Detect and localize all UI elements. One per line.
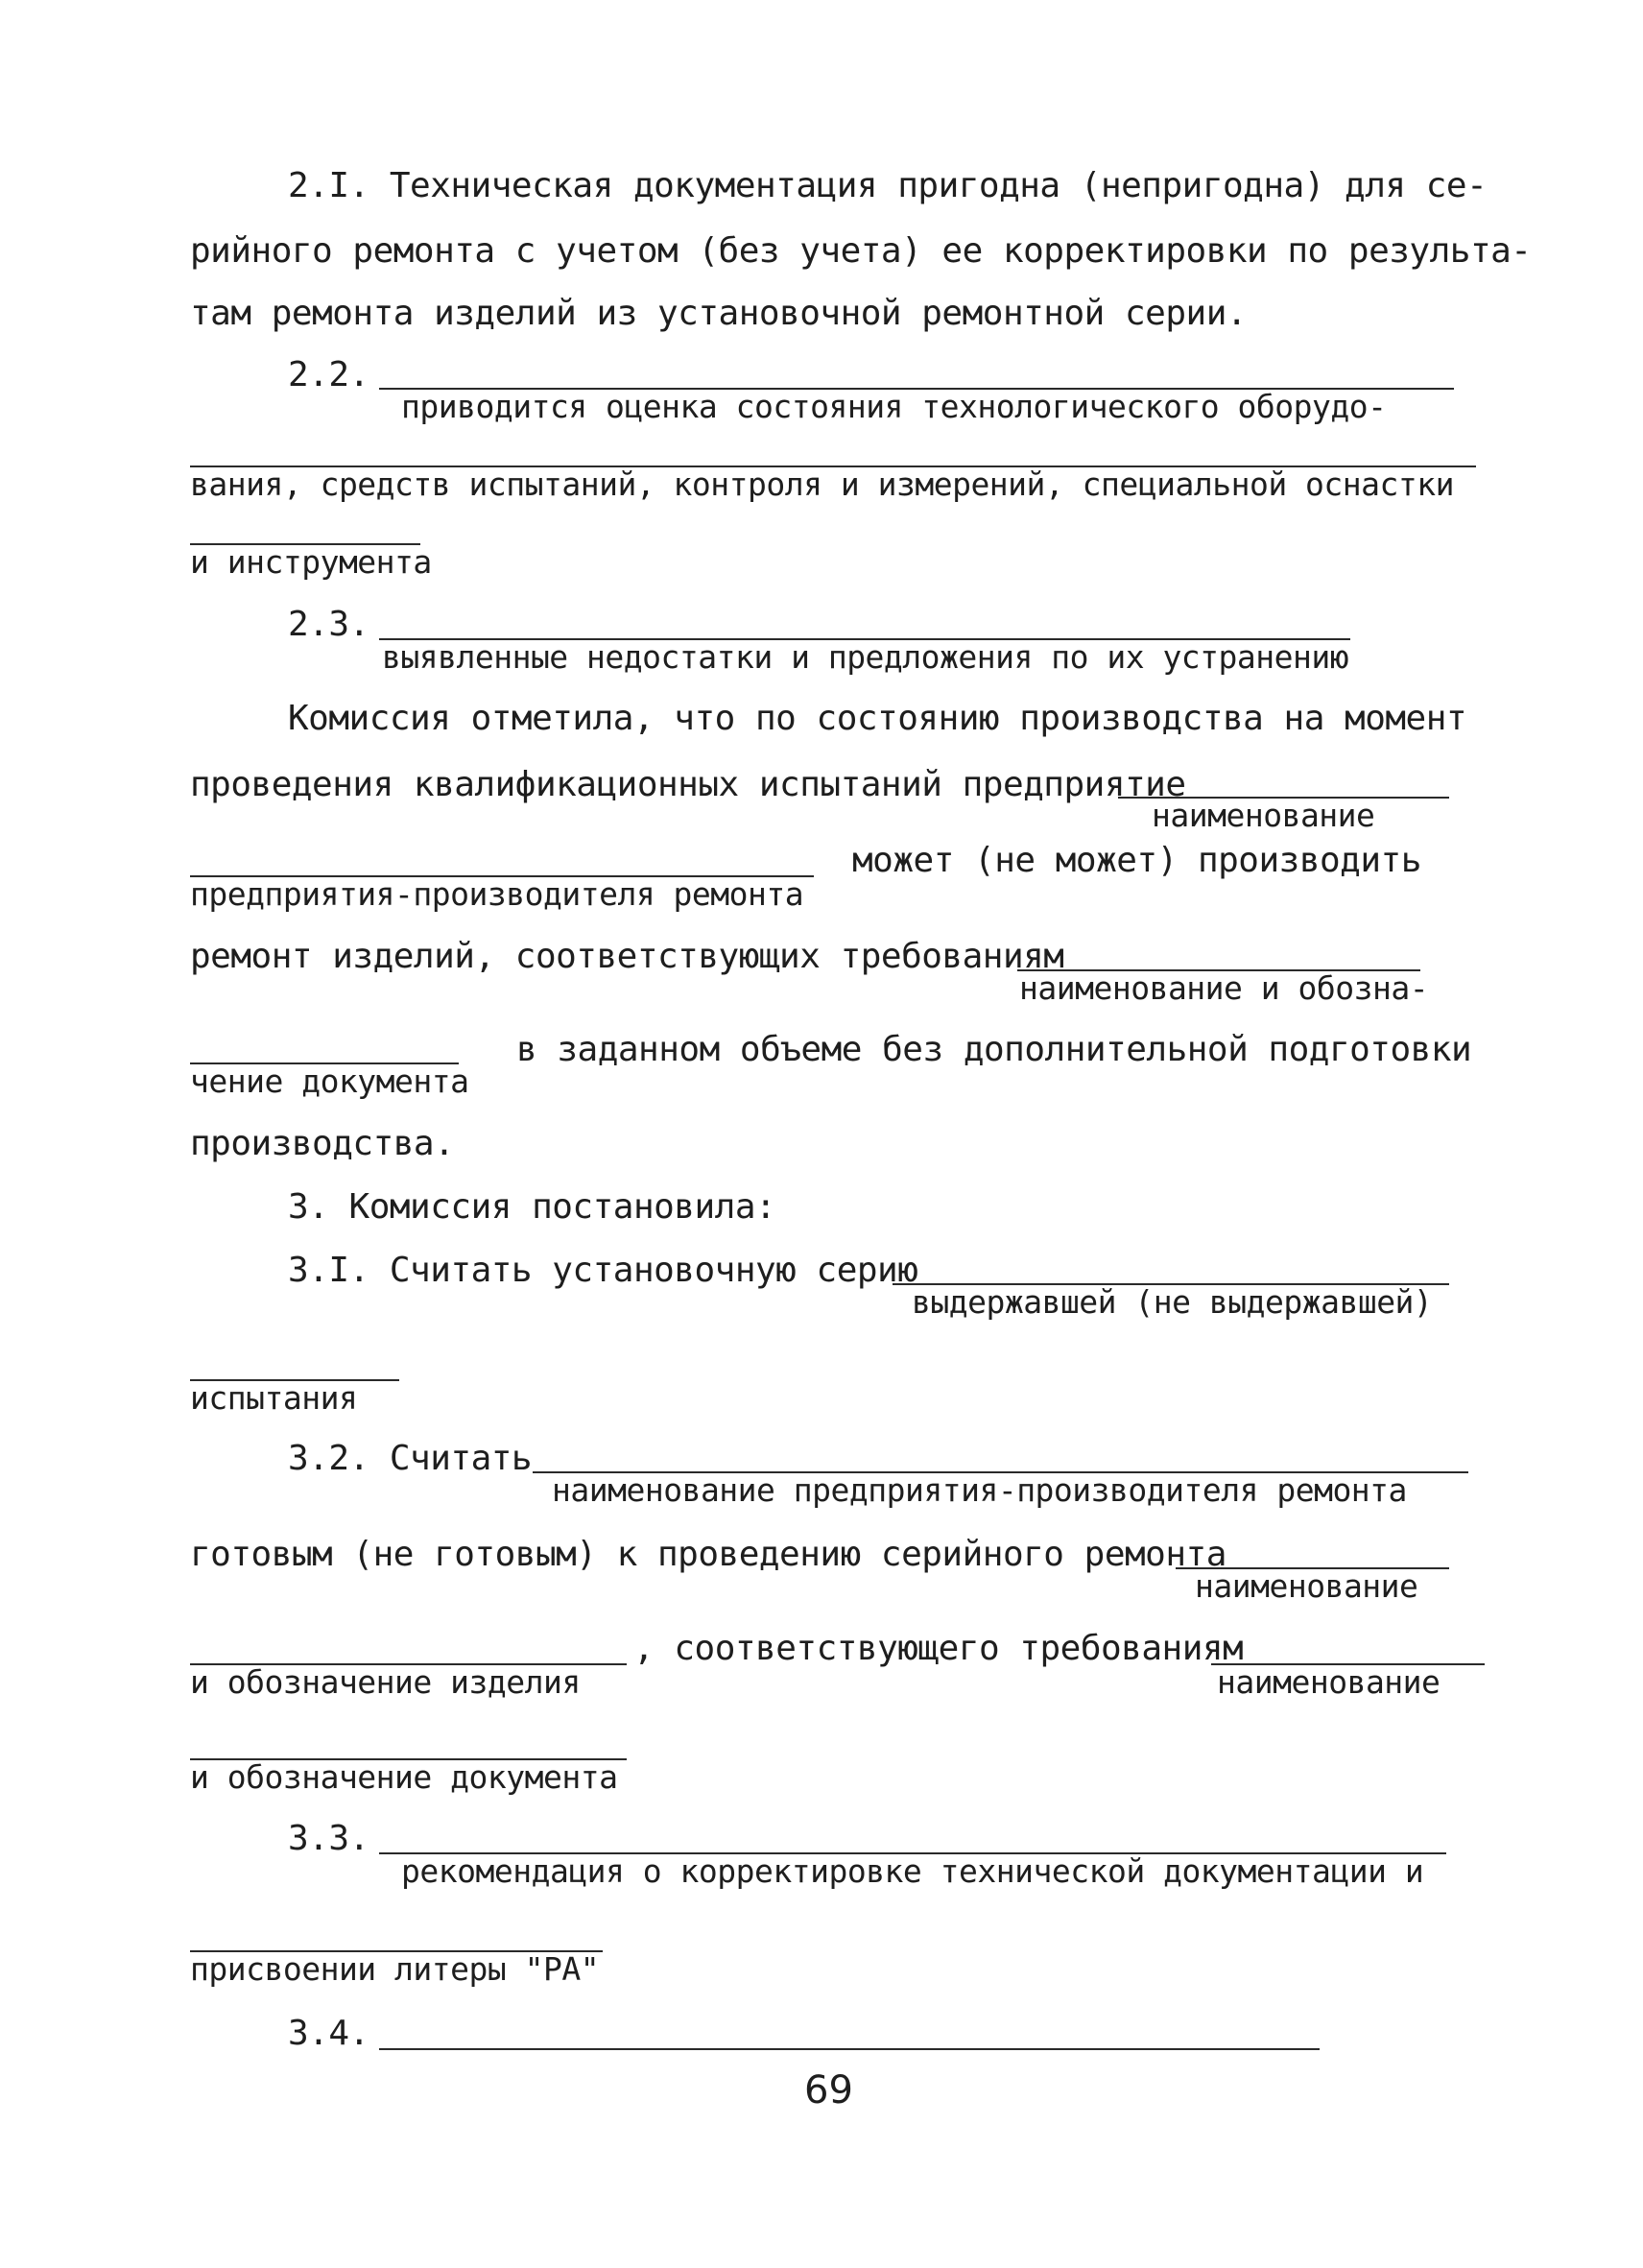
note-scope-text: в заданном объеме без дополнительной подготовки: [516, 1030, 1472, 1069]
p3-2-caption-name: наименование: [1195, 1567, 1418, 1605]
note-line4: ремонт изделий, соответствующих требованиям: [190, 937, 1064, 976]
note-caption-doc2: чение документа: [190, 1062, 469, 1100]
note-caption-name: наименование: [1152, 797, 1375, 834]
p3-4-fill-line: [379, 2048, 1320, 2050]
p3-2-text: 3.2. Считать: [288, 1439, 533, 1478]
p2-2-caption-3: и инструмента: [190, 543, 432, 581]
p2-2-caption-2: вания, средств испытаний, контроля и измерений, специальной оснастки: [190, 466, 1455, 503]
p2-1-line1: 2.I. Техническая документация пригодна (непригодна) для се-: [288, 166, 1488, 205]
note-caption-enterprise: предприятия-производителя ремонта: [190, 875, 804, 913]
p3-3-number: 3.3.: [288, 1819, 369, 1858]
page-number: 69: [804, 2068, 853, 2113]
p2-2-caption-1: приводится оценка состояния технологического оборудо-: [401, 388, 1387, 425]
p3-1-text: 3.I. Считать установочную серию: [288, 1251, 918, 1290]
p2-2-number: 2.2.: [288, 355, 369, 394]
section3-title: 3. Комиссия постановила:: [288, 1187, 776, 1227]
p3-1-caption-2: испытания: [190, 1379, 358, 1417]
p3-2-caption-item: и обозначение изделия: [190, 1663, 581, 1701]
p3-3-caption-1: рекомендация о корректировке технической документации и: [401, 1852, 1424, 1890]
p2-3-caption: выявленные недостатки и предложения по их устранению: [382, 638, 1349, 676]
note-line2: проведения квалификационных испытаний предприятие: [190, 765, 1186, 804]
p2-1-line2: рийного ремонта с учетом (без учета) ее корректировки по результа-: [190, 231, 1532, 271]
note-can-text: может (не может) производить: [852, 841, 1421, 880]
p3-2-line2: готовым (не готовым) к проведению серийного ремонта: [190, 1535, 1226, 1574]
p3-1-caption-1: выдержавшей (не выдержавшей): [912, 1283, 1433, 1321]
p3-2-caption-1: наименование предприятия-производителя ремонта: [552, 1471, 1407, 1509]
note-caption-doc1: наименование и обозна-: [1019, 969, 1429, 1007]
p3-4-number: 3.4.: [288, 2014, 369, 2053]
note-line6: производства.: [190, 1124, 455, 1163]
p3-3-caption-2: присвоении литеры "РА": [190, 1950, 600, 1988]
p3-2-comma-text: , соответствующего требованиям: [633, 1629, 1244, 1668]
p2-3-number: 2.3.: [288, 605, 369, 644]
p3-2-caption-doc: и обозначение документа: [190, 1758, 618, 1796]
p3-2-caption-name2: наименование: [1217, 1663, 1441, 1701]
note-line1: Комиссия отметила, что по состоянию производства на момент: [288, 699, 1467, 738]
p2-1-line3: там ремонта изделий из установочной ремонтной серии.: [190, 294, 1248, 333]
